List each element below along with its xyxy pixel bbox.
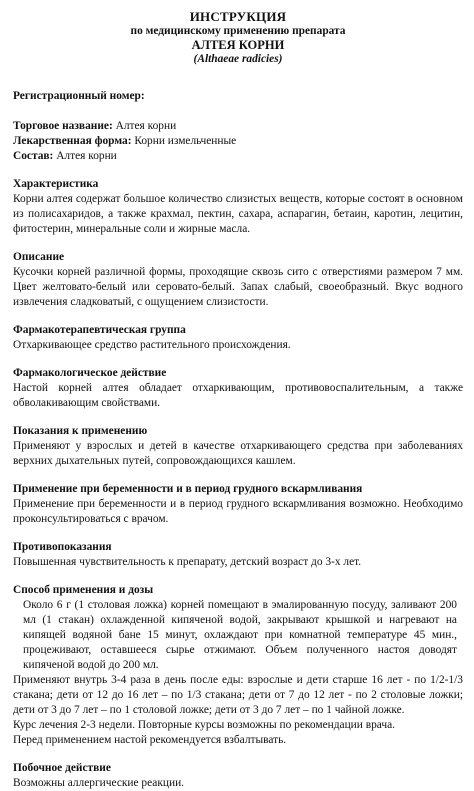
section-characteristics: [13, 177, 463, 237]
section-title: Противопоказания: [13, 541, 112, 553]
section-title: Побочное действие: [13, 762, 111, 774]
section-title: Применение при беременности и в период грудного вскармливания: [13, 483, 363, 495]
dosage-form-line: [13, 134, 463, 149]
trade-name-line: [13, 119, 463, 134]
dosage-shake-text: Перед применением настой рекомендуется взбалтывать.: [13, 734, 287, 746]
section-title: Описание: [13, 251, 65, 263]
trade-name-label: Торговое название:: [13, 120, 113, 132]
section-title: Фармакологическое действие: [13, 367, 167, 379]
section-title: Способ применения и дозы: [13, 584, 154, 596]
section-indications: [13, 424, 463, 469]
section-title: Фармакотерапевтическая группа: [13, 324, 186, 336]
composition-value: Алтея корни: [53, 150, 117, 162]
trade-name-value: Алтея корни: [112, 120, 177, 132]
section-text: Возможны аллергические реакции.: [13, 777, 185, 789]
dosage-form-label: Лекарственная форма:: [13, 135, 132, 147]
section-pregnancy: [13, 482, 463, 527]
section-text: Повышенная чувствительность к препарату, детский возраст до 3-х лет.: [13, 556, 362, 568]
section-pharm-action: [13, 366, 463, 411]
dosage-regimen-text: Применяют внутрь 3-4 раза в день после еды: взрослые и дети старше 16 лет - по 1/2-1/3 стакана; дети от 12 до 16 лет – по 1/3 стакана; дети от 7 до 12 лет - по 2 столовые ложки; дети от 3 до 7 лет – по 1 столовой ложке; дети от 3 до 7 лет – по 1 чайной ложке.: [13, 674, 463, 716]
dosage-course-text: Курс лечения 2-3 недели. Повторные курсы возможны по рекомендации врача.: [13, 719, 396, 731]
drug-name: АЛТЕЯ КОРНИ: [191, 38, 285, 52]
section-dosage: [13, 583, 463, 748]
registration-number-label: Регистрационный номер:: [13, 90, 145, 102]
drug-latin-name: (Althaeae radicies): [193, 53, 283, 65]
section-title: Характеристика: [13, 178, 99, 190]
section-text: Применяют у взрослых и детей в качестве отхаркивающего средства при заболеваниях верхних дыхательных путей, сопровождающихся кашлем.: [13, 440, 463, 467]
section-text: Применение при беременности и в период грудного вскармливания возможно. Необходимо проконсультироваться с врачом.: [13, 498, 463, 525]
section-text: Настой корней алтея обладает отхаркивающим, противовоспалительным, а также обволакивающим свойствами.: [13, 382, 463, 409]
dosage-preparation-text: Около 6 г (1 столовая ложка) корней помещают в эмалированную посуду, заливают 200 мл (1 стакан) охлажденной кипяченой водой, закрывают крышкой и нагревают на кипящей водяной бане 15 минут, охлаждают при комнатной температуре 45 мин., процеживают, оставшееся сырье отжимают. Объем полученного настоя доводят кипяченой водой до 200 мл.: [23, 599, 457, 671]
composition-label: Состав:: [13, 150, 54, 162]
section-text: Корни алтея содержат большое количество слизистых веществ, которые состоят в основном из полисахаридов, а также крахмал, пектин, сахара, аспарагин, бетаин, каротин, лецитин, фитостерин, минеральные соли и жирные масла.: [13, 193, 463, 235]
document-header: [13, 10, 463, 66]
section-description: [13, 250, 463, 310]
section-contraindications: [13, 540, 463, 570]
composition-line: [13, 149, 463, 164]
document-subtitle: по медицинскому применению препарата: [130, 25, 346, 37]
section-text: Кусочки корней различной формы, проходящие сквозь сито с отверстиями размером 7 мм. Цвет желтовато-белый или серовато-белый. Запах слабый, своеобразный. Вкус водного извлечения сладковатый, с ощущением слизистости.: [13, 266, 463, 308]
section-title: Показания к применению: [13, 425, 148, 437]
section-side-effects: [13, 761, 463, 791]
dosage-form-value: Корни измельченные: [131, 135, 237, 147]
section-text: Отхаркивающее средство растительного происхождения.: [13, 339, 291, 351]
document-title: ИНСТРУКЦИЯ: [189, 9, 287, 24]
section-pharm-group: [13, 323, 463, 353]
